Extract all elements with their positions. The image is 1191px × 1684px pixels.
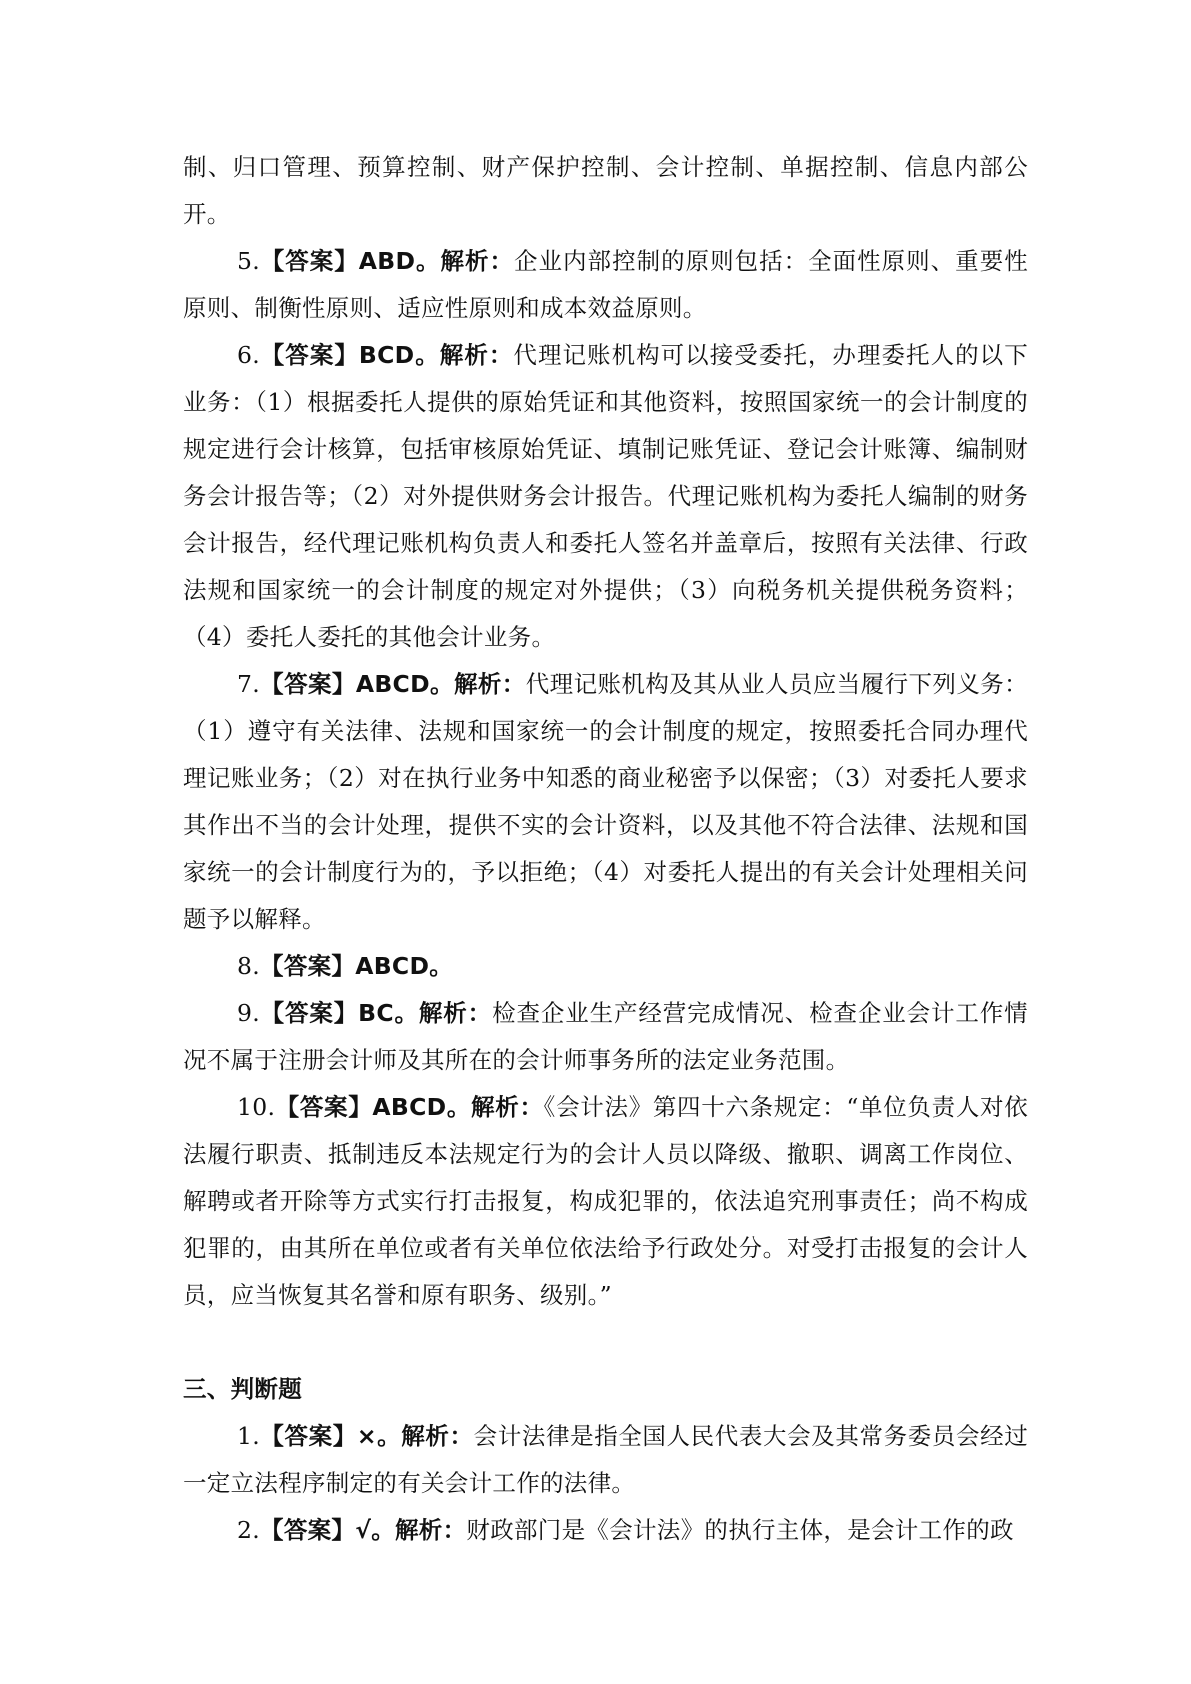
answer-label: 【答案】ABD。解析： xyxy=(260,247,515,275)
explanation-text: 代理记账机构及其从业人员应当履行下列义务：（1）遵守有关法律、法规和国家统一的会计制度的规定，按照委托合同办理代理记账业务；（2）对在执行业务中知悉的商业秘密予以保密；（3）对委托人要求其作出不当的会计处理，提供不实的会计资料，以及其他不符合法律、法规和国家统一的会计制度行为的，予以拒绝；（4）对委托人提出的有关会计处理相关问题予以解释。 xyxy=(183,670,1028,933)
answer-item-7 xyxy=(183,661,1028,943)
answer-item-10 xyxy=(183,1084,1028,1319)
explanation-text: 会计法律是指全国人民代表大会及其常务委员会经过一定立法程序制定的有关会计工作的法律。 xyxy=(183,1422,1029,1497)
explanation-text: 代理记账机构可以接受委托，办理委托人的以下业务：（1）根据委托人提供的原始凭证和其他资料，按照国家统一的会计制度的规定进行会计核算，包括审核原始凭证、填制记账凭证、登记会计账簿、编制财务会计报告等；（2）对外提供财务会计报告。代理记账机构为委托人编制的财务会计报告，经代理记账机构负责人和委托人签名并盖章后，按照有关法律、行政法规和国家统一的会计制度的规定对外提供；（3）向税务机关提供税务资料；（4）委托人委托的其他会计业务。 xyxy=(183,341,1028,651)
answer-item-5 xyxy=(183,238,1028,332)
answer-item-8 xyxy=(183,943,1028,990)
continued-paragraph xyxy=(183,144,1028,238)
item-number: 1. xyxy=(237,1422,261,1450)
answer-item-6 xyxy=(183,332,1028,661)
item-number: 10. xyxy=(237,1093,276,1121)
explanation-text: 企业内部控制的原则包括：全面性原则、重要性原则、制衡性原则、适应性原则和成本效益原则。 xyxy=(183,247,1028,322)
answer-item-9 xyxy=(183,990,1028,1084)
answer-content xyxy=(183,144,1028,1554)
item-number: 8. xyxy=(237,952,261,980)
item-number: 9. xyxy=(237,999,261,1027)
explanation-text: 《会计法》第四十六条规定：“单位负责人对依法履行职责、抵制违反本法规定行为的会计人员以降级、撤职、调离工作岗位、解聘或者开除等方式实行打击报复，构成犯罪的，依法追究刑事责任；尚不构成犯罪的，由其所在单位或者有关单位依法给予行政处分。对受打击报复的会计人员，应当恢复其名誉和原有职务、级别。” xyxy=(183,1093,1028,1309)
judgment-item-1 xyxy=(183,1413,1028,1507)
explanation-text: 财政部门是《会计法》的执行主体，是会计工作的政 xyxy=(466,1516,1014,1544)
answer-label: 【答案】BC。解析： xyxy=(260,999,493,1027)
item-number: 2. xyxy=(237,1516,261,1544)
paragraph-text: 制、归口管理、预算控制、财产保护控制、会计控制、单据控制、信息内部公开。 xyxy=(183,153,1028,228)
item-number: 5. xyxy=(237,247,261,275)
answer-label: 【答案】ABCD。 xyxy=(260,952,454,980)
answer-label: 【答案】×。解析： xyxy=(260,1422,474,1450)
section-heading-judgment: 三、判断题 xyxy=(183,1375,302,1403)
answer-label: 【答案】ABCD。解析： xyxy=(275,1093,544,1121)
answer-label: 【答案】BCD。解析： xyxy=(260,341,514,369)
answer-label: 【答案】ABCD。解析： xyxy=(260,670,526,698)
item-number: 7. xyxy=(237,670,261,698)
judgment-item-2 xyxy=(183,1507,1028,1554)
answer-label: 【答案】√。解析： xyxy=(260,1516,467,1544)
item-number: 6. xyxy=(237,341,261,369)
explanation-text: 检查企业生产经营完成情况、检查企业会计工作情况不属于注册会计师及其所在的会计师事务所的法定业务范围。 xyxy=(183,999,1028,1074)
